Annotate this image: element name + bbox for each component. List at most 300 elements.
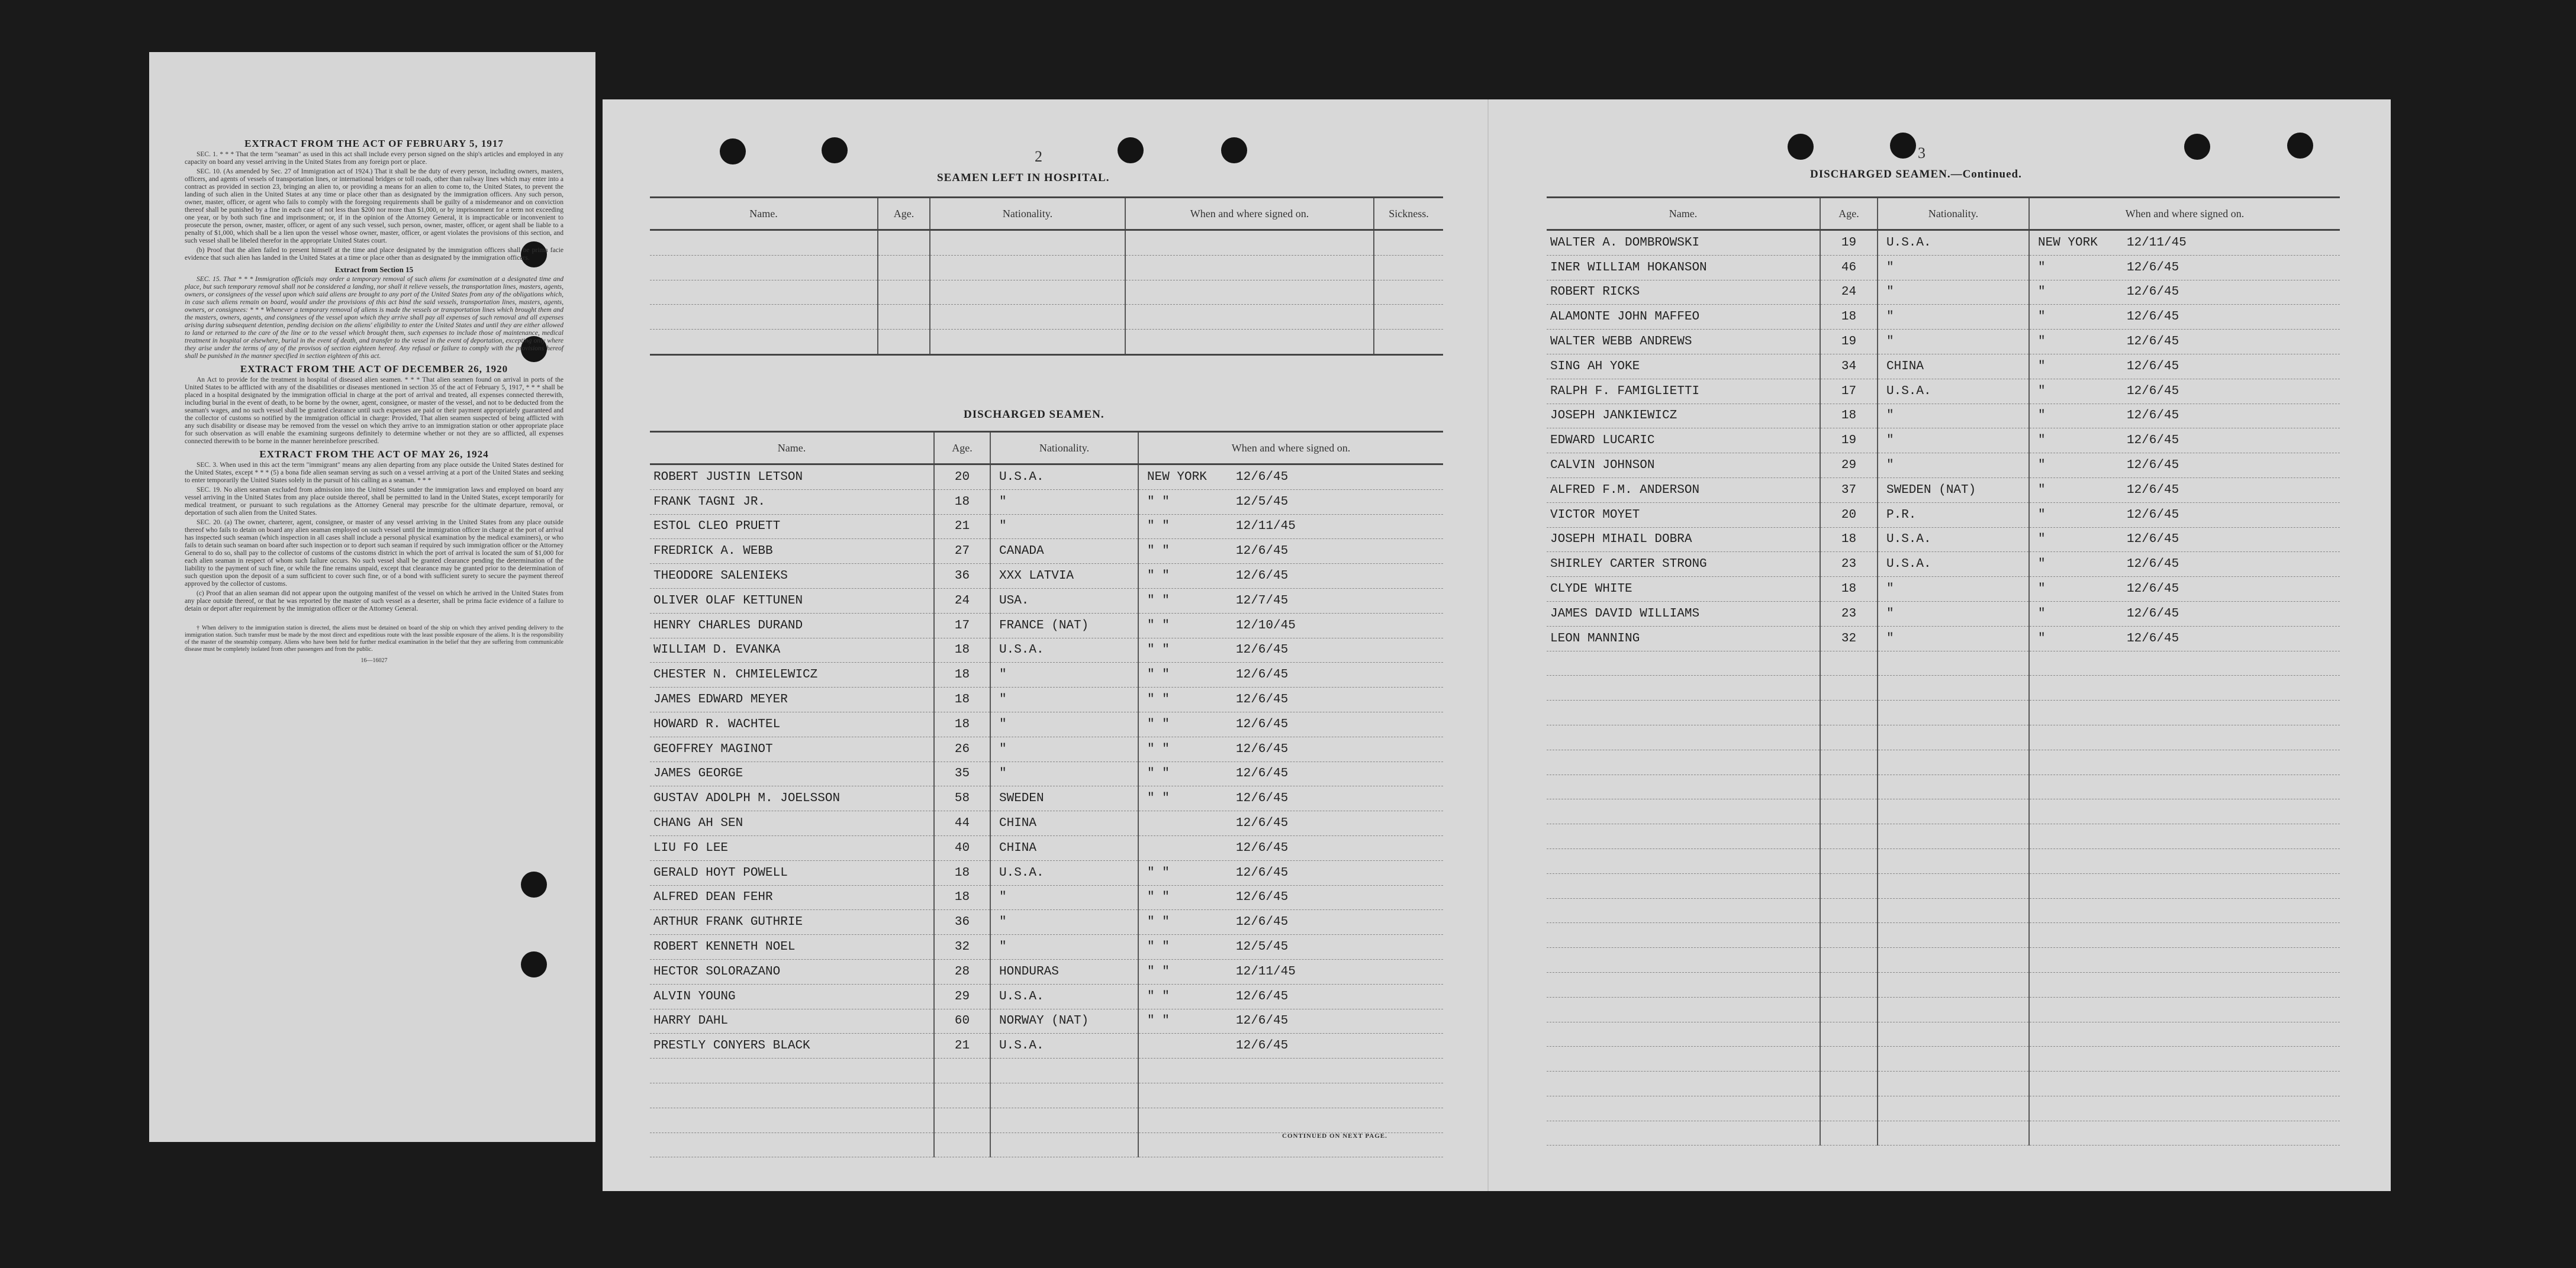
signed-on-place: " " — [1147, 940, 1170, 954]
seaman-nationality: U.S.A. — [999, 643, 1044, 657]
table-row — [1547, 626, 2340, 651]
seaman-name: EDWARD LUCARIC — [1550, 434, 1655, 448]
signed-on-date: 12/11/45 — [1236, 964, 1296, 979]
signed-on-date: 12/6/45 — [1236, 717, 1289, 731]
seaman-name: PRESTLY CONYERS BLACK — [653, 1039, 810, 1053]
col-header-nationality: Nationality. — [1878, 198, 2029, 230]
page-number: 2 — [1035, 148, 1042, 165]
table-row — [650, 255, 1443, 280]
table-row — [1547, 1047, 2340, 1072]
seaman-age: 18 — [1841, 310, 1857, 324]
extract-footnote: † When delivery to the immigration station is directed, the aliens must be detained on board of the ship on which they arrived pending delivery to the immigration station. Such transfer must be made by the most direct and expeditious route with the least possible exposure of the aliens. It is the responsibility of the master of the steamship company. Aliens who have been held for further medical examination in the belief that they are suffering from communicable disease must be completely isolated from other passengers and from the public. — [185, 625, 564, 653]
table-row — [1547, 502, 2340, 527]
table-row — [650, 539, 1443, 564]
table-row — [1547, 848, 2340, 873]
table-row — [650, 1009, 1443, 1034]
seaman-name: GUSTAV ADOLPH M. JOELSSON — [653, 792, 841, 806]
signed-on-place: " " — [1147, 915, 1170, 930]
table-row — [650, 811, 1443, 836]
punch-hole — [2184, 134, 2210, 160]
form-code: 16—16027 — [360, 657, 388, 664]
seaman-age: 19 — [1841, 235, 1857, 250]
signed-on-date: 12/6/45 — [1236, 470, 1289, 484]
law-extract-sheet — [149, 52, 595, 1142]
seaman-nationality: " — [999, 915, 1007, 930]
signed-on-date: 12/6/45 — [2127, 260, 2179, 275]
signed-on-place: " " — [1147, 668, 1170, 682]
extract-paragraph: (b) Proof that the alien failed to present himself at the time and place designated by the immigration officers shall be prima facie evidence that such alien has landed in the United States at a time or place other than as designated by the immigration officers. — [185, 247, 564, 262]
seaman-age: 36 — [954, 915, 970, 930]
signed-on-place: " — [2038, 483, 2046, 497]
extract-text — [185, 135, 564, 664]
signed-on-place: " — [2038, 606, 2046, 621]
seaman-nationality: U.S.A. — [1886, 533, 1931, 547]
signed-on-place: " — [2038, 359, 2046, 373]
signed-on-place: " — [2038, 557, 2046, 572]
signed-on-place: " " — [1147, 717, 1170, 731]
signed-on-date: 12/6/45 — [2127, 310, 2179, 324]
table-row — [650, 564, 1443, 589]
seaman-name: ARTHUR FRANK GUTHRIE — [653, 915, 803, 930]
extract-paragraph: SEC. 15. That * * * Immigration officials may order a temporary removal of such aliens for examination at a designated time and place, but such temporary removal shall not be considered a landing, nor shall it relieve vessels, the transportation lines, masters, agents, owners, or consignees of the vessel upon which said aliens are brought to any port of the United States from any of the obligations which, in case such aliens remain on board, would under the provisions of this act bind the said vessels, transportation lines, masters, agents, owners, or consignees: * * * Whenever a temporary removal of aliens is made the vessels or transportation lines which brought them and the masters, owners, agents, and consignees of the vessel upon which they arrive shall pay all expenses of such removal and all expenses arising during subsequent detention, pending decision on the aliens' eligibility to enter the United States and until they are either allowed to land or returned to the care of the line or to the vessel which brought them, such expenses to include those of maintenance, medical treatment in hospital or elsewhere, burial in the event of death, and transfer to the vessel in the event of deportation, excepting only where they arise under the terms of any of the provisos of section eighteen hereof. Any refusal or failure to comply with the provisions hereof shall be punished in the manner specified in section eighteen of this act. — [185, 276, 564, 360]
seaman-name: ALFRED DEAN FEHR — [653, 890, 773, 905]
signed-on-place: " — [2038, 409, 2046, 423]
table-row — [1547, 1096, 2340, 1121]
signed-on-date: 12/6/45 — [1236, 1014, 1289, 1028]
signed-on-place: " " — [1147, 593, 1170, 608]
seaman-age: 18 — [1841, 582, 1857, 596]
signed-on-date: 12/6/45 — [1236, 767, 1289, 781]
seaman-age: 20 — [1841, 508, 1857, 522]
seaman-name: JOSEPH JANKIEWICZ — [1550, 409, 1677, 423]
seaman-nationality: CANADA — [999, 544, 1044, 559]
table-row — [650, 464, 1443, 490]
seaman-age: 18 — [954, 693, 970, 707]
seaman-nationality: U.S.A. — [1886, 235, 1931, 250]
signed-on-place: " " — [1147, 618, 1170, 633]
table-row — [650, 835, 1443, 860]
extract-subtitle: Extract from Section 15 — [334, 265, 414, 274]
signed-on-place: " — [2038, 260, 2046, 275]
table-row — [1547, 255, 2340, 280]
seaman-nationality: " — [1886, 310, 1894, 324]
signed-on-date: 12/6/45 — [1236, 989, 1289, 1004]
seaman-name: JOSEPH MIHAIL DOBRA — [1550, 533, 1692, 547]
table-row — [1547, 948, 2340, 973]
extract-title: EXTRACT FROM THE ACT OF DECEMBER 26, 1920 — [240, 363, 508, 375]
signed-on-date: 12/7/45 — [1236, 593, 1289, 608]
seaman-age: 26 — [954, 742, 970, 756]
table-row — [1547, 230, 2340, 256]
extract-paragraph: SEC. 20. (a) The owner, charterer, agent, consignee, or master of any vessel arriving in the United States from any place outside thereof who fails to detain on board any alien seaman employed on such vessel until the immigration officer in charge at the port of arrival has inspected such seaman (which inspection in all cases shall include a personal physical examination by the medical examiners), or who fails to detain such seaman on board after such inspection or to deport such seaman if required by such immigration officer or the Attorney General to do so, shall pay to the collector of customs of the customs district in which the port of arrival is located the sum of $1,000 for each alien seaman in respect of whom such failure occurs. No such vessel shall be granted clearance pending the determination of the liability to the payment of such fine, or while the fine remains unpaid, except that clearance may be granted prior to the determination of such question upon the deposit of a sum sufficient to cover such fine, or of a bond with sufficient surety to secure the payment thereof approved by the collector of customs. — [185, 519, 564, 588]
table-row — [1547, 453, 2340, 478]
seaman-name: HENRY CHARLES DURAND — [653, 618, 803, 633]
seaman-nationality: " — [999, 742, 1007, 756]
signed-on-date: 12/6/45 — [1236, 668, 1289, 682]
seaman-name: ALAMONTE JOHN MAFFEO — [1550, 310, 1700, 324]
punch-hole — [822, 137, 848, 163]
seaman-nationality: " — [1886, 606, 1894, 621]
seaman-nationality: U.S.A. — [1886, 557, 1931, 572]
signed-on-place: " — [2038, 285, 2046, 299]
punch-hole — [1221, 137, 1247, 163]
seaman-name: THEODORE SALENIEKS — [653, 569, 788, 583]
punch-hole — [1118, 137, 1144, 163]
seaman-age: 18 — [954, 890, 970, 905]
table-row — [1547, 577, 2340, 602]
seaman-age: 18 — [1841, 533, 1857, 547]
extract-paragraph: SEC. 10. (As amended by Sec. 27 of Immigration act of 1924.) That it shall be the duty of every person, including owners, masters, officers, and agents of vessels of transportation lines, or international bridges or toll roads, other than railway lines which may enter into a contract as provided in section 23, bringing an alien to, or providing a means for an alien to come to, the United States, to prevent the landing of such alien in the United States at any time or place other than as designated by the immigration officers. Any such person, owner, master, officer, or agent who fails to comply with the foregoing requirements shall be guilty of a misdemeanor and on conviction thereof shall be punished by a fine in each case of not less than $200 nor more than $1,000, or by imprisonment for a term not exceeding one year, or by both such fine and imprisonment; or, if in the opinion of the Attorney General, it is impracticable or inconvenient to prosecute the person, owner, master, officer, or agent of any such vessel, such person, owner, master, officer, or agent shall be liable to a penalty of $1,000, which shall be a lien upon the vessel whose owner, master, officer, or agent violates the provisions of this section, and such vessel shall be libeled therefor in the appropriate United States court. — [185, 168, 564, 244]
seaman-age: 20 — [954, 470, 970, 484]
signed-on-place: " — [2038, 384, 2046, 398]
seaman-name: ESTOL CLEO PRUETT — [653, 520, 781, 534]
table-row — [650, 712, 1443, 737]
signed-on-place: " " — [1147, 890, 1170, 905]
table-row — [650, 330, 1443, 355]
seaman-name: SING AH YOKE — [1550, 359, 1640, 373]
table-row — [1547, 601, 2340, 626]
signed-on-place: " " — [1147, 866, 1170, 880]
seaman-name: ROBERT KENNETH NOEL — [653, 940, 796, 954]
hospital-heading: SEAMEN LEFT IN HOSPITAL. — [937, 172, 1110, 184]
seaman-nationality: " — [999, 520, 1007, 534]
col-header-nationality: Nationality. — [990, 432, 1138, 464]
signed-on-place: " — [2038, 310, 2046, 324]
signed-on-date: 12/6/45 — [2127, 582, 2179, 596]
signed-on-place: NEW YORK — [1147, 470, 1207, 484]
seaman-age: 23 — [1841, 606, 1857, 621]
seaman-age: 24 — [1841, 285, 1857, 299]
seaman-name: LEON MANNING — [1550, 631, 1640, 646]
signed-on-place: " " — [1147, 1014, 1170, 1028]
signed-on-date: 12/6/45 — [2127, 533, 2179, 547]
seaman-nationality: P.R. — [1886, 508, 1917, 522]
signed-on-place: " — [2038, 335, 2046, 349]
seaman-age: 35 — [954, 767, 970, 781]
table-row — [650, 1083, 1443, 1108]
seaman-name: WALTER A. DOMBROWSKI — [1550, 235, 1700, 250]
signed-on-place: " — [2038, 533, 2046, 547]
seaman-nationality: U.S.A. — [999, 470, 1044, 484]
col-header-name: Name. — [650, 198, 878, 230]
seaman-nationality: " — [999, 940, 1007, 954]
seaman-name: JAMES EDWARD MEYER — [653, 693, 788, 707]
seaman-age: 18 — [954, 717, 970, 731]
signed-on-place: " — [2038, 459, 2046, 473]
signed-on-date: 12/6/45 — [2127, 483, 2179, 497]
punch-hole — [1788, 134, 1814, 160]
seaman-age: 37 — [1841, 483, 1857, 497]
discharged-heading: DISCHARGED SEAMEN. — [964, 408, 1105, 421]
signed-on-place: " " — [1147, 495, 1170, 509]
signed-on-place: " — [2038, 582, 2046, 596]
seaman-nationality: " — [1886, 631, 1894, 646]
seaman-nationality: CHINA — [1886, 359, 1924, 373]
seaman-age: 21 — [954, 1039, 970, 1053]
extract-paragraph: SEC. 1. * * * That the term "seaman" as used in this act shall include every person signed on the ship's articles and employed in any capacity on board any vessel arriving in the United States from any foreign port or place. — [185, 151, 564, 166]
seaman-name: ROBERT RICKS — [1550, 285, 1640, 299]
signed-on-date: 12/6/45 — [1236, 841, 1289, 855]
seaman-name: CHESTER N. CHMIELEWICZ — [653, 668, 818, 682]
signed-on-place: " " — [1147, 989, 1170, 1004]
punch-hole — [720, 138, 746, 164]
signed-on-place: " " — [1147, 742, 1170, 756]
signed-on-date: 12/11/45 — [2127, 235, 2187, 250]
signed-on-date: 12/6/45 — [1236, 1039, 1289, 1053]
signed-on-date: 12/6/45 — [2127, 359, 2179, 373]
table-row — [1547, 1022, 2340, 1047]
seaman-nationality: " — [999, 693, 1007, 707]
seaman-nationality: U.S.A. — [999, 866, 1044, 880]
seaman-name: HECTOR SOLORAZANO — [653, 964, 781, 979]
table-row — [650, 959, 1443, 984]
signed-on-date: 12/6/45 — [1236, 866, 1289, 880]
seaman-nationality: " — [1886, 285, 1894, 299]
table-row — [650, 489, 1443, 514]
table-row — [1547, 1072, 2340, 1096]
seaman-name: JAMES DAVID WILLIAMS — [1550, 606, 1700, 621]
seaman-age: 18 — [954, 866, 970, 880]
seaman-age: 36 — [954, 569, 970, 583]
page-number: 3 — [1918, 144, 1925, 162]
discharged-continued-table — [1547, 196, 2340, 1146]
seaman-age: 32 — [1841, 631, 1857, 646]
punch-hole — [521, 872, 547, 898]
signed-on-date: 12/6/45 — [1236, 643, 1289, 657]
table-row — [1547, 676, 2340, 701]
seaman-nationality: " — [1886, 260, 1894, 275]
seaman-age: 40 — [954, 841, 970, 855]
signed-on-date: 12/10/45 — [1236, 618, 1296, 633]
extract-title: EXTRACT FROM THE ACT OF FEBRUARY 5, 1917 — [244, 138, 504, 149]
table-row — [1547, 799, 2340, 824]
continued-note: CONTINUED ON NEXT PAGE. — [1282, 1133, 1387, 1140]
seaman-name: LIU FO LEE — [653, 841, 729, 855]
col-header-name: Name. — [1547, 198, 1820, 230]
signed-on-date: 12/6/45 — [2127, 434, 2179, 448]
punch-hole — [1890, 133, 1916, 159]
seaman-age: 29 — [954, 989, 970, 1004]
table-row — [1547, 428, 2340, 453]
col-header-age: Age. — [1820, 198, 1878, 230]
col-header-name: Name. — [650, 432, 934, 464]
seaman-age: 21 — [954, 520, 970, 534]
table-row — [650, 613, 1443, 638]
signed-on-date: 12/6/45 — [1236, 915, 1289, 930]
seaman-name: OLIVER OLAF KETTUNEN — [653, 593, 803, 608]
table-row — [650, 663, 1443, 688]
seaman-age: 32 — [954, 940, 970, 954]
signed-on-date: 12/6/45 — [1236, 693, 1289, 707]
signed-on-date: 12/6/45 — [2127, 606, 2179, 621]
seaman-age: 60 — [954, 1014, 970, 1028]
table-row — [650, 737, 1443, 762]
table-row — [1547, 527, 2340, 552]
table-row — [650, 1034, 1443, 1059]
seaman-name: HOWARD R. WACHTEL — [653, 717, 781, 731]
signed-on-place: " " — [1147, 643, 1170, 657]
table-row — [1547, 404, 2340, 428]
col-header-signed-on: When and where signed on. — [2029, 198, 2340, 230]
extract-paragraph: An Act to provide for the treatment in hospital of diseased alien seamen. * * * That alien seamen found on arrival in ports of the United States to be afflicted with any of the disabilities or diseases mentioned in section 35 of the act of February 5, 1917, * * * shall be placed in a hospital designated by the immigration official in charge at the port of arrival and treated, all expenses connected therewith, including burial in the event of death, to be borne by the owner, agent, consignee, or master of the vessel, and not to be deducted from the seaman's wages, and no such vessel shall be granted clearance until such expenses are paid or their payment appropriately guaranteed and the collector of customs so notified by the immigration official in charge: Provided, That alien seamen suspected of being afflicted with any such disability or disease may be removed from the vessel on which they arrive to an immigration station or other appropriate place for such observation as will enable the examining surgeons definitely to determine whether or not they are so afflicted, all expenses connected therewith to be borne in the manner hereinbefore prescribed. — [185, 376, 564, 445]
signed-on-place: " " — [1147, 569, 1170, 583]
table-row — [650, 786, 1443, 811]
table-row — [650, 280, 1443, 305]
seaman-nationality: " — [1886, 459, 1894, 473]
table-row — [650, 860, 1443, 885]
table-row — [650, 1059, 1443, 1083]
seaman-age: 27 — [954, 544, 970, 559]
table-row — [1547, 330, 2340, 354]
signed-on-date: 12/6/45 — [2127, 285, 2179, 299]
table-row — [1547, 775, 2340, 799]
col-header-age: Age. — [934, 432, 990, 464]
table-row — [1547, 552, 2340, 577]
seaman-age: 29 — [1841, 459, 1857, 473]
table-row — [650, 688, 1443, 712]
seaman-nationality: " — [999, 890, 1007, 905]
page-fold — [1487, 99, 1489, 1191]
table-row — [650, 1108, 1443, 1133]
seaman-name: SHIRLEY CARTER STRONG — [1550, 557, 1707, 572]
signed-on-place: NEW YORK — [2038, 235, 2098, 250]
table-row — [650, 588, 1443, 613]
col-header-signed-on: When and where signed on. — [1138, 432, 1443, 464]
seaman-nationality: " — [999, 717, 1007, 731]
signed-on-date: 12/6/45 — [2127, 459, 2179, 473]
table-row — [1547, 997, 2340, 1022]
signed-on-place: " " — [1147, 964, 1170, 979]
signed-on-date: 12/6/45 — [2127, 409, 2179, 423]
seaman-nationality: U.S.A. — [1886, 384, 1931, 398]
seaman-age: 18 — [954, 668, 970, 682]
seaman-name: CHANG AH SEN — [653, 817, 743, 831]
seaman-nationality: SWEDEN — [999, 792, 1044, 806]
signed-on-place: " " — [1147, 520, 1170, 534]
seaman-name: ROBERT JUSTIN LETSON — [653, 470, 803, 484]
seaman-nationality: " — [1886, 582, 1894, 596]
signed-on-place: " " — [1147, 693, 1170, 707]
seaman-nationality: " — [999, 767, 1007, 781]
seaman-nationality: " — [1886, 434, 1894, 448]
seaman-nationality: XXX LATVIA — [999, 569, 1074, 583]
seaman-name: GEOFFREY MAGINOT — [653, 742, 773, 756]
seaman-name: RALPH F. FAMIGLIETTI — [1550, 384, 1700, 398]
manifest-sheet — [603, 99, 2391, 1191]
signed-on-date: 12/11/45 — [1236, 520, 1296, 534]
table-row — [650, 638, 1443, 663]
signed-on-date: 12/5/45 — [1236, 940, 1289, 954]
discharged-continued-heading: DISCHARGED SEAMEN.—Continued. — [1810, 168, 2022, 180]
table-row — [1547, 477, 2340, 502]
seaman-nationality: FRANCE (NAT) — [999, 618, 1089, 633]
table-row — [1547, 972, 2340, 997]
signed-on-date: 12/6/45 — [1236, 817, 1289, 831]
signed-on-place: " — [2038, 631, 2046, 646]
table-row — [1547, 725, 2340, 750]
signed-on-date: 12/6/45 — [2127, 384, 2179, 398]
extract-paragraph: SEC. 3. When used in this act the term "immigrant" means any alien departing from any place outside the United States destined for the United States, except * * * (5) a bona fide alien seaman serving as such on a vessel arriving at a port of the United States and seeking to enter temporarily the United States solely in the pursuit of his calling as a seaman. * * * — [185, 462, 564, 484]
seaman-name: HARRY DAHL — [653, 1014, 729, 1028]
seaman-age: 24 — [954, 593, 970, 608]
seaman-name: ALVIN YOUNG — [653, 989, 736, 1004]
seaman-nationality: " — [1886, 335, 1894, 349]
seaman-age: 17 — [954, 618, 970, 633]
signed-on-date: 12/6/45 — [1236, 544, 1289, 559]
punch-hole — [2287, 133, 2313, 159]
seaman-age: 19 — [1841, 335, 1857, 349]
seaman-name: CALVIN JOHNSON — [1550, 459, 1655, 473]
table-row — [650, 305, 1443, 330]
table-row — [1547, 923, 2340, 948]
seaman-name: ALFRED F.M. ANDERSON — [1550, 483, 1700, 497]
hospital-table — [650, 196, 1443, 356]
seaman-nationality: HONDURAS — [999, 964, 1059, 979]
signed-on-place: " " — [1147, 544, 1170, 559]
seaman-nationality: " — [1886, 409, 1894, 423]
seaman-name: WILLIAM D. EVANKA — [653, 643, 781, 657]
seaman-name: CLYDE WHITE — [1550, 582, 1632, 596]
table-row — [650, 984, 1443, 1009]
col-header-age: Age. — [878, 198, 930, 230]
seaman-age: 19 — [1841, 434, 1857, 448]
signed-on-place: " " — [1147, 792, 1170, 806]
table-row — [1547, 1121, 2340, 1146]
seaman-age: 58 — [954, 792, 970, 806]
signed-on-date: 12/6/45 — [1236, 890, 1289, 905]
signed-on-place: " " — [1147, 767, 1170, 781]
table-row — [650, 230, 1443, 256]
table-row — [650, 885, 1443, 910]
seaman-nationality: SWEDEN (NAT) — [1886, 483, 1976, 497]
seaman-nationality: U.S.A. — [999, 1039, 1044, 1053]
table-row — [1547, 873, 2340, 898]
seaman-age: 17 — [1841, 384, 1857, 398]
col-header-sickness: Sickness. — [1374, 198, 1443, 230]
signed-on-date: 12/6/45 — [1236, 742, 1289, 756]
signed-on-date: 12/6/45 — [2127, 557, 2179, 572]
seaman-nationality: " — [999, 668, 1007, 682]
seaman-age: 18 — [1841, 409, 1857, 423]
table-row — [650, 935, 1443, 960]
seaman-nationality: CHINA — [999, 817, 1037, 831]
table-row — [650, 514, 1443, 539]
table-row — [650, 910, 1443, 935]
seaman-age: 23 — [1841, 557, 1857, 572]
table-row — [1547, 280, 2340, 305]
table-row — [1547, 824, 2340, 849]
col-header-signed-on: When and where signed on. — [1125, 198, 1374, 230]
seaman-name: WALTER WEBB ANDREWS — [1550, 335, 1692, 349]
signed-on-date: 12/6/45 — [1236, 792, 1289, 806]
seaman-nationality: NORWAY (NAT) — [999, 1014, 1089, 1028]
seaman-age: 46 — [1841, 260, 1857, 275]
table-row — [650, 762, 1443, 786]
table-row — [1547, 354, 2340, 379]
seaman-age: 34 — [1841, 359, 1857, 373]
table-row — [1547, 379, 2340, 404]
seaman-age: 18 — [954, 643, 970, 657]
signed-on-date: 12/5/45 — [1236, 495, 1289, 509]
signed-on-date: 12/6/45 — [2127, 631, 2179, 646]
seaman-name: INER WILLIAM HOKANSON — [1550, 260, 1707, 275]
extract-paragraph: SEC. 19. No alien seaman excluded from admission into the United States under the immigration laws and employed on board any vessel arriving in the United States from any place outside thereof, shall be permitted to land in the United States, except temporarily for medical treatment, or pursuant to such regulations as the Attorney General may prescribe for the ultimate departure, removal, or deportation of such alien from the United States. — [185, 486, 564, 517]
seaman-name: FREDRICK A. WEBB — [653, 544, 773, 559]
seaman-name: FRANK TAGNI JR. — [653, 495, 766, 509]
col-header-nationality: Nationality. — [930, 198, 1125, 230]
signed-on-date: 12/6/45 — [2127, 508, 2179, 522]
seaman-name: VICTOR MOYET — [1550, 508, 1640, 522]
